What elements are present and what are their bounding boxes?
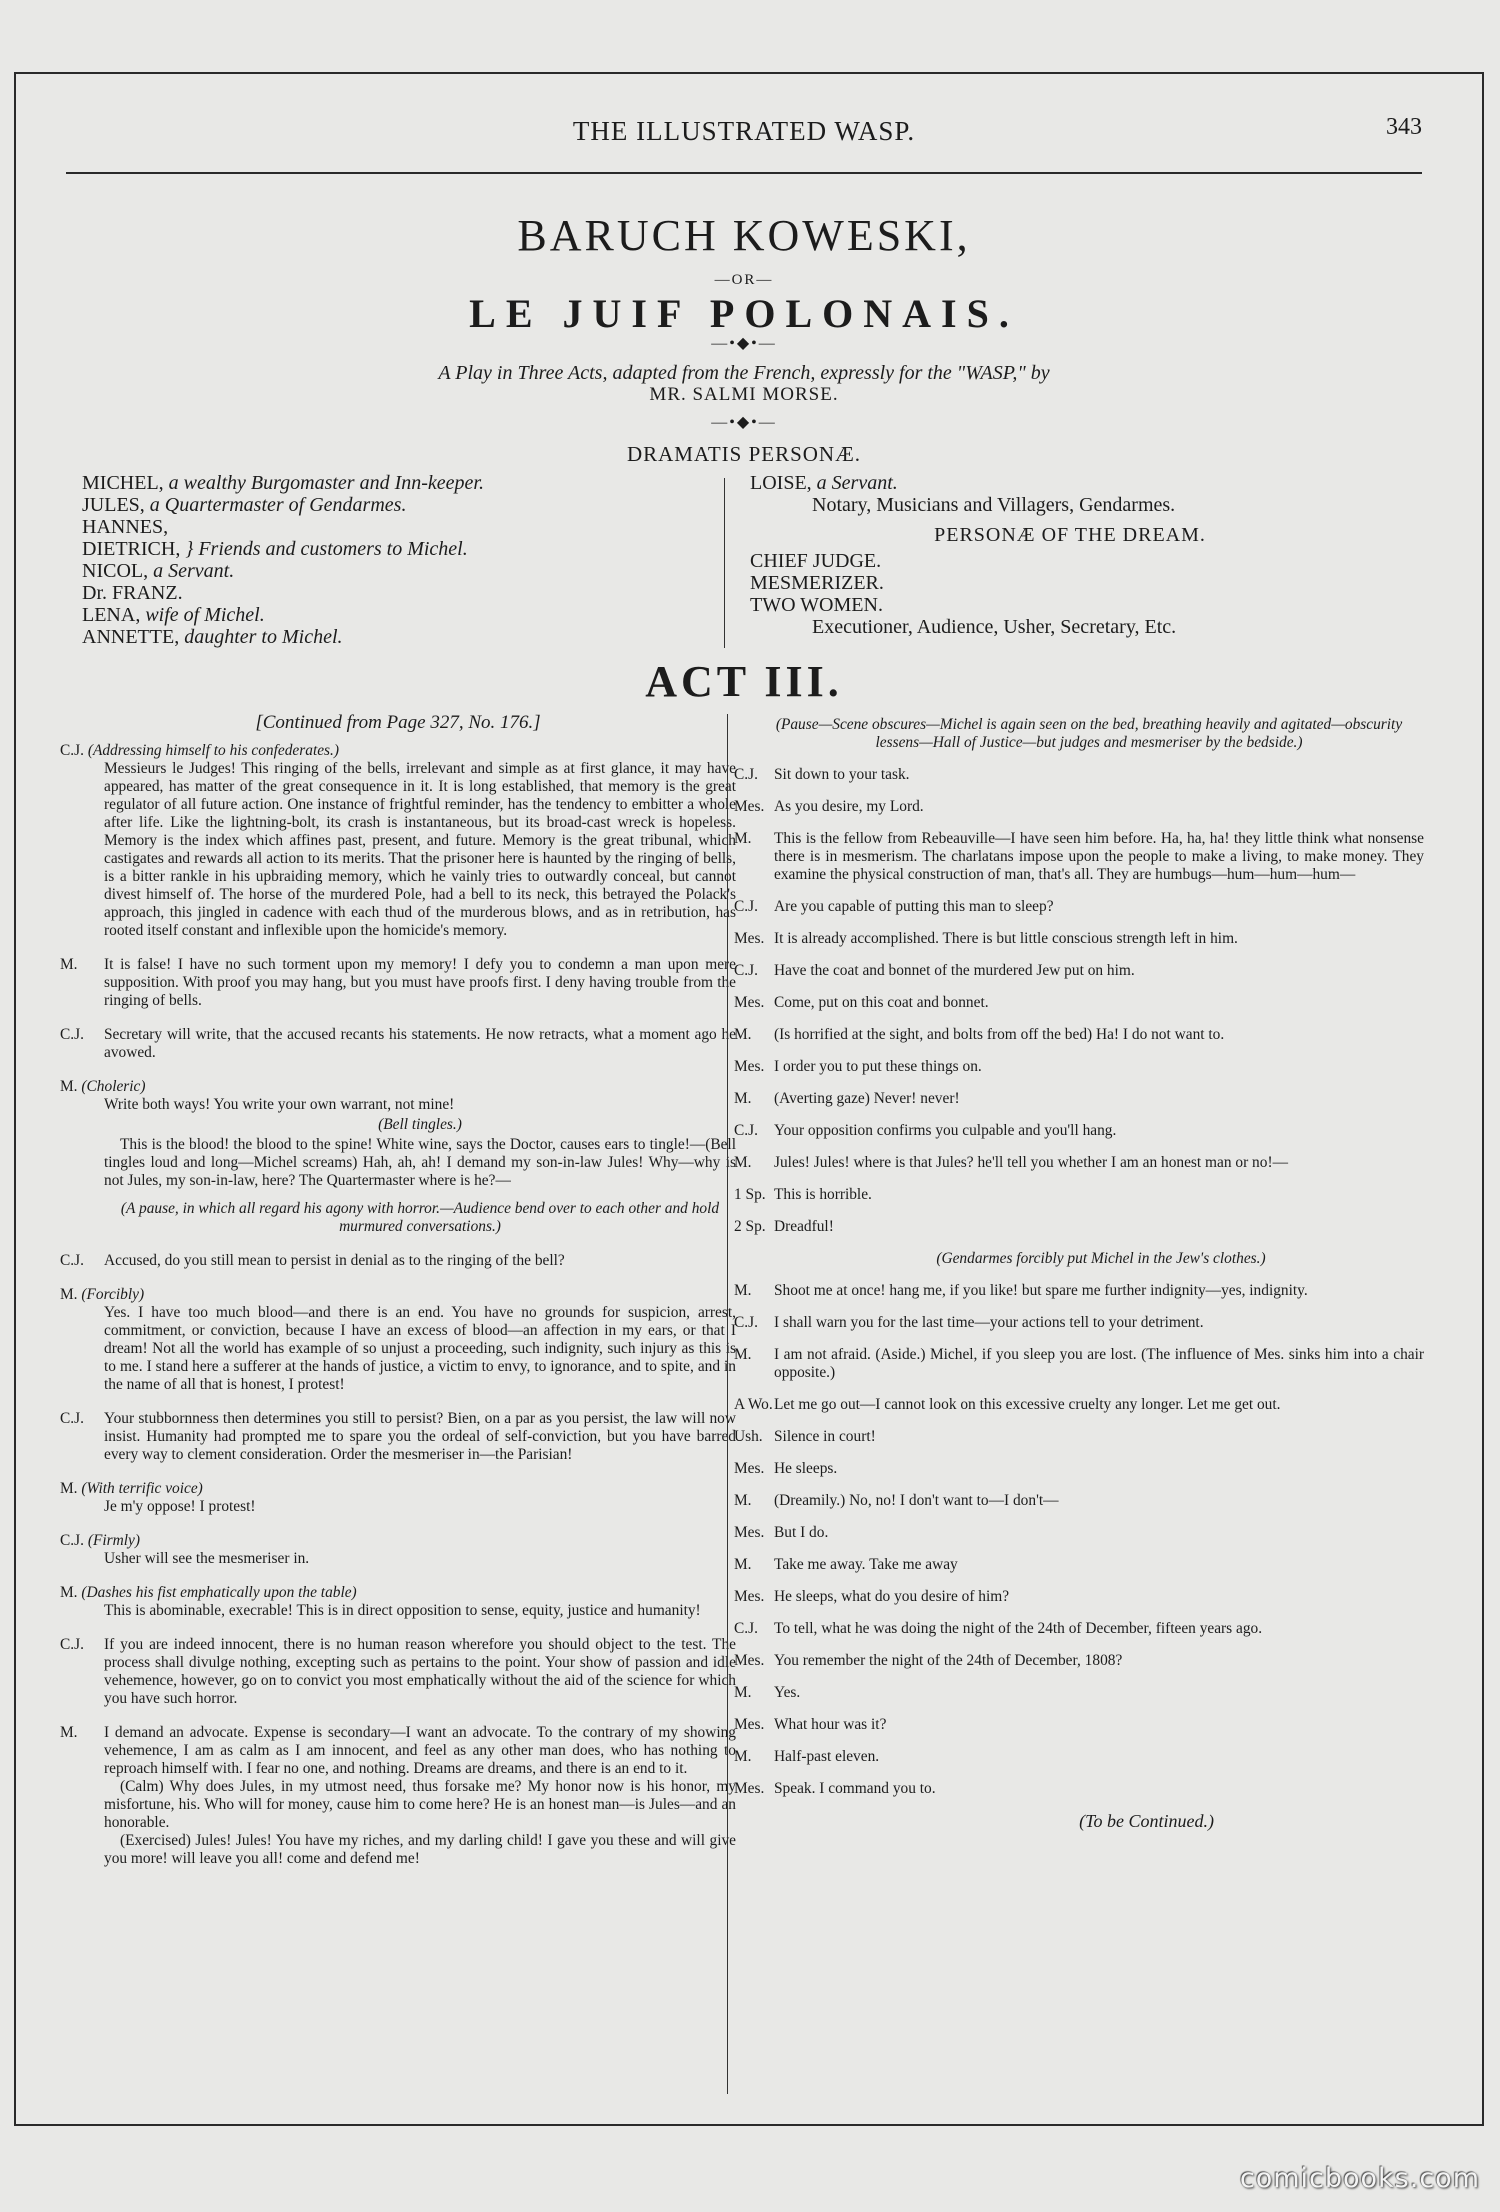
speech-text: To tell, what he was doing the night of the 24th of December, fifteen years ago. (774, 1620, 1263, 1637)
speech-block (734, 1492, 1424, 1510)
stage-direction: (Pause—Scene obscures—Michel is again seen on the bed, breathing heavily and agitated—obscurity lessens—Hall of Justice—but judges and mesmeriser by the bedside.) (775, 716, 1403, 751)
speaker-label: M. (734, 1556, 752, 1573)
speech-text: Come, put on this coat and bonnet. (774, 994, 989, 1011)
cast-desc: a Servant. (153, 560, 235, 582)
act-heading: ACT III. (645, 657, 843, 706)
speech-text: Half-past eleven. (774, 1748, 880, 1765)
speaker-label: M. (60, 1724, 78, 1741)
speaker-label: M. (734, 1748, 752, 1765)
speech-block (734, 1524, 1424, 1542)
speech-block (734, 1748, 1424, 1766)
stage-direction: (With terrific voice) (81, 1480, 203, 1497)
speech-block (734, 830, 1424, 884)
speaker-label: Ush. (734, 1428, 763, 1445)
speech-block (734, 930, 1424, 948)
ornament-divider: —•◆•— (711, 335, 777, 352)
dream-entry: TWO WOMEN. (750, 594, 883, 616)
continued-note: [Continued from Page 327, No. 176.] (255, 712, 541, 733)
speech-block (734, 962, 1424, 980)
speaker-label: M. (734, 1154, 752, 1171)
speaker-label: C.J. (60, 1252, 84, 1269)
speaker-label: Mes. (734, 1524, 765, 1541)
speech-text: I demand an advocate. Expense is secondary—I want an advocate. To the contrary of my showing vehemence, I am as calm as I am innocent, and feel as any other man does, who has nothing to reproach himself with. I fear no one, and nothing. Dreams are dreams, and there is an end to it. (104, 1724, 736, 1777)
speech-block (734, 1314, 1424, 1332)
title-or: —OR— (714, 272, 774, 288)
speaker-label: Mes. (734, 1588, 765, 1605)
speaker-label: M. (734, 1090, 752, 1107)
speaker-label: M. (734, 830, 752, 847)
stage-direction: (Gendarmes forcibly put Michel in the Jew's clothes.) (936, 1250, 1266, 1267)
stage-direction: (Forcibly) (81, 1286, 145, 1303)
speaker-label: Mes. (734, 798, 765, 815)
speech-text: (Averting gaze) Never! never! (774, 1090, 960, 1107)
cast-name: HANNES, (82, 516, 169, 538)
speech-block (60, 1410, 736, 1464)
cast-name: NICOL, (82, 560, 149, 582)
cast-name: JULES, (82, 494, 145, 516)
speech-block (60, 956, 736, 1010)
speech-block (734, 1186, 1424, 1204)
speech-block (60, 1636, 736, 1708)
speech-head (60, 1078, 736, 1096)
speech-text: But I do. (774, 1524, 829, 1541)
speech-text: Usher will see the mesmeriser in. (104, 1550, 310, 1567)
speech-text: (Exercised) Jules! Jules! You have my riches, and my darling child! I gave you these and will give you more! will leave you all! come and defend me! (104, 1832, 736, 1867)
speaker-label: Mes. (734, 1716, 765, 1733)
header-rule (66, 172, 1422, 174)
cast-entry (82, 472, 722, 494)
speaker-label: Mes. (734, 1058, 765, 1075)
play-title: BARUCH KOWESKI, (517, 211, 971, 260)
speaker-label: C.J. (734, 1122, 758, 1139)
speech-block (734, 1620, 1424, 1638)
speech-block (60, 742, 736, 940)
speech-block (734, 898, 1424, 916)
dream-entry: MESMERIZER. (750, 572, 884, 594)
speech-text: Secretary will write, that the accused recants his statements. He now retracts, what a moment ago he avowed. (104, 1026, 736, 1061)
speaker-label: C.J. (734, 962, 758, 979)
byline: A Play in Three Acts, adapted from the French, expressly for the "WASP," by (438, 362, 1050, 384)
speech-text: Speak. I command you to. (774, 1780, 936, 1797)
speech-head (60, 1286, 736, 1304)
speaker-label: M. (60, 1078, 78, 1095)
speech-text: Yes. (774, 1684, 801, 1701)
author: MR. SALMI MORSE. (649, 384, 839, 405)
stage-direction: (Dashes his fist emphatically upon the table) (81, 1584, 357, 1601)
page-number: 343 (1386, 114, 1422, 140)
speech-block (734, 1460, 1424, 1478)
stage-direction: (Addressing himself to his confederates.) (87, 742, 340, 759)
speaker-label: 1 Sp. (734, 1186, 766, 1203)
cast-name: LENA, (82, 604, 141, 626)
speech-block (734, 1154, 1424, 1172)
speaker-label: M. (60, 956, 78, 973)
speaker-label: M. (734, 1282, 752, 1299)
speech-block (734, 1780, 1424, 1798)
speaker-label: M. (734, 1684, 752, 1701)
cast-entry (750, 494, 1390, 516)
speech-block (734, 1556, 1424, 1574)
speech-head (60, 1480, 736, 1498)
speaker-label: C.J. (60, 1026, 84, 1043)
cast-desc: wife of Michel. (145, 604, 265, 626)
speech-text: He sleeps. (774, 1460, 838, 1477)
speech-block (734, 1716, 1424, 1734)
speech-block (60, 1286, 736, 1394)
cast-entry (82, 560, 722, 582)
cast-entry (82, 494, 722, 516)
stage-direction: (Choleric) (81, 1078, 146, 1095)
speech-block (60, 1532, 736, 1568)
speech-text: (Is horrified at the sight, and bolts from off the bed) Ha! I do not want to. (774, 1026, 1225, 1043)
speech-block (734, 1026, 1424, 1044)
speech-text: Write both ways! You write your own warrant, not mine! (104, 1096, 455, 1113)
speech-head (60, 1584, 736, 1602)
speech-text: He sleeps, what do you desire of him? (774, 1588, 1010, 1605)
speech-text: Have the coat and bonnet of the murdered Jew put on him. (774, 962, 1135, 979)
speaker-label: C.J. (60, 1532, 84, 1549)
speech-text: I am not afraid. (Aside.) Michel, if you sleep you are lost. (The influence of Mes. sinks him into a chair opposite.) (774, 1346, 1424, 1381)
cast-entry (82, 582, 722, 604)
speaker-label: Mes. (734, 1652, 765, 1669)
speech-text: Shoot me at once! hang me, if you like! but spare me further indignity—yes, indignity. (774, 1282, 1308, 1299)
speaker-label: M. (734, 1346, 752, 1363)
cast-name: ANNETTE, (82, 626, 180, 648)
speech-block (734, 1396, 1424, 1414)
speech-text: As you desire, my Lord. (774, 798, 924, 815)
speaker-label: M. (60, 1286, 78, 1303)
cast-name: MICHEL, (82, 472, 164, 494)
speech-text: Messieurs le Judges! This ringing of the bells, irrelevant and simple as at first glance, it may have appeared, has matter of the great consequence in it. It is long established, that memory is the great regulator of all future action. One instance of frightful reminder, has the tendency to embitter a whole after life. Like the lightning-bolt, its crash is instantaneous, but its broad-cast wreck is hopeless. Memory is the index which affines past, present, and future. Memory is the great tribunal, which castigates and rewards all action to its merits. That the prisoner here is haunted by the ringing of bells, is a bitter rankle in his upbraiding memory, which he vainly tries to outwardly conceal, but cannot divest himself of. The horse of the murdered Pole, had a bell to its neck, this betrayed the Polack's approach, this jingled in cadence with each thud of the murderous blows, and as in retribution, has rooted itself constant and inflexible upon the homicide's memory. (104, 760, 736, 939)
right-column (734, 714, 1424, 1830)
speech-block (734, 1346, 1424, 1382)
speaker-label: Mes. (734, 1460, 765, 1477)
cast-desc: daughter to Michel. (184, 626, 343, 648)
speech-block (734, 994, 1424, 1012)
speech-text: It is false! I have no such torment upon my memory! I defy you to condemn a man upon mere supposition. With proof you may hang, but you must have proofs first. I deny having trouble from the ringing of bells. (104, 956, 736, 1009)
speech-block (734, 1684, 1424, 1702)
speech-text: Your opposition confirms you culpable and you'll hang. (774, 1122, 1117, 1139)
speech-block (734, 766, 1424, 784)
cast-entry (82, 538, 722, 560)
speaker-label: A Wo. (734, 1396, 773, 1413)
speaker-label: Mes. (734, 1780, 765, 1797)
speaker-label: C.J. (734, 898, 758, 915)
cast-desc: a Quartermaster of Gendarmes. (149, 494, 407, 516)
dream-entry: Executioner, Audience, Usher, Secretary, Etc. (812, 616, 1177, 638)
cast-list-right (750, 472, 1390, 638)
speech-text: This is the blood! the blood to the spine! White wine, says the Doctor, causes ears to tingle!—(Bell tingles loud and long—Michel screams) Hah, ah, ah! I demand my son-in-law Jules! Why—why is not Jules, my son-in-law, here? The Quartermaster where is he?— (104, 1136, 736, 1189)
speech-text: I order you to put these things on. (774, 1058, 982, 1075)
cast-desc: Notary, Musicians and Villagers, Gendarmes. (812, 494, 1176, 516)
dream-heading: PERSONÆ OF THE DREAM. (934, 524, 1206, 546)
speech-text: (Dreamily.) No, no! I don't want to—I don't— (774, 1492, 1059, 1509)
speech-text: Yes. I have too much blood—and there is an end. You have no grounds for suspicion, arrest, commitment, or conviction, because I have an excess of blood—an affection in my ears, or that I dream! Not all the world has example of so unjust a proceeding, such indignity, such injury as this is to me. I stand here a sufferer at the hands of justice, a victim to envy, to ignorance, and to spite, and in the name of all that is honest, I protest! (104, 1304, 736, 1393)
cast-divider (724, 478, 725, 648)
page (30, 90, 1458, 2110)
ornament-divider-2: —•◆•— (711, 414, 777, 431)
cast-name: Dr. FRANZ. (82, 582, 183, 604)
speaker-label: M. (60, 1480, 78, 1497)
speech-block (60, 1480, 736, 1516)
speech-head (60, 1532, 736, 1550)
cast-entry (750, 472, 1390, 494)
speech-text: Accused, do you still mean to persist in denial as to the ringing of the bell? (104, 1252, 565, 1269)
left-column (60, 714, 736, 1884)
cast-entry (82, 626, 722, 648)
speaker-label: C.J. (734, 1314, 758, 1331)
speech-text: It is already accomplished. There is but little conscious strength left in him. (774, 930, 1238, 947)
speech-head (60, 742, 736, 760)
speech-block (734, 1090, 1424, 1108)
speech-text: This is abominable, execrable! This is in direct opposition to sense, equity, justice and humanity! (104, 1602, 701, 1619)
speaker-label: C.J. (734, 766, 758, 783)
stage-direction: (A pause, in which all regard his agony with horror.—Audience bend over to each other and hold murmured conversations.) (120, 1200, 720, 1235)
cast-entry (82, 516, 722, 538)
speech-block (734, 1218, 1424, 1236)
speech-text: What hour was it? (774, 1716, 887, 1733)
speech-block (734, 1428, 1424, 1446)
speech-text: Your stubbornness then determines you still to persist? Bien, on a par as you persist, the law will now insist. Humanity had prompted me to spare you the ordeal of self-conviction, but you have barred every way to clement consideration. Order the mesmeriser in—the Parisian! (104, 1410, 736, 1463)
speech-text: This is horrible. (774, 1186, 872, 1203)
speech-block (734, 1282, 1424, 1300)
speech-text: You remember the night of the 24th of December, 1808? (774, 1652, 1123, 1669)
speech-text: Take me away. Take me away (774, 1556, 958, 1573)
cast-desc: a Servant. (816, 472, 898, 494)
cast-name: DIETRICH, (82, 538, 181, 560)
speech-text: (Calm) Why does Jules, in my utmost need, thus forsake me? My honor now is his honor, my misfortune, his. Who will for money, cause him to come here? He is an honest man—is Jules—and an honorable. (104, 1778, 736, 1831)
stage-direction: (Bell tingles.) (378, 1116, 462, 1133)
speech-block (734, 1652, 1424, 1670)
speaker-label: C.J. (60, 1636, 84, 1653)
speech-text: I shall warn you for the last time—your actions tell to your detriment. (774, 1314, 1204, 1331)
speech-block (734, 1122, 1424, 1140)
running-header: THE ILLUSTRATED WASP. (572, 116, 916, 146)
speaker-label: 2 Sp. (734, 1218, 766, 1235)
speech-block (60, 1252, 736, 1270)
cast-name: LOISE, (750, 472, 812, 494)
speech-block (734, 798, 1424, 816)
speaker-label: M. (734, 1026, 752, 1043)
speaker-label: M. (60, 1584, 78, 1601)
speaker-label: M. (734, 1492, 752, 1509)
speaker-label: Mes. (734, 930, 765, 947)
speech-block (734, 1058, 1424, 1076)
cast-list-left (82, 472, 722, 648)
speech-block (60, 1584, 736, 1620)
cast-desc: } Friends and customers to Michel. (185, 538, 468, 560)
speaker-label: C.J. (734, 1620, 758, 1637)
speaker-label: C.J. (60, 742, 84, 759)
dream-entry: CHIEF JUDGE. (750, 550, 882, 572)
speech-text: Are you capable of putting this man to sleep? (774, 898, 1054, 915)
speech-text: This is the fellow from Rebeauville—I have seen him before. Ha, ha, ha! they little think what nonsense there is in mesmerism. The charlatans impose upon the people to make a living, to make money. They examine the physical construction of man, that's all. They are humbugs—hum—hum—hum— (774, 830, 1424, 883)
speech-text: If you are indeed innocent, there is no human reason wherefore you should object to the test. The process shall divulge nothing, excepting such as pertains to the point. Your show of passion and idle vehemence, however, go on to convict you most emphatically without the aid of the science for which you have such horror. (104, 1636, 736, 1707)
speech-block (60, 1078, 736, 1236)
column-divider (727, 714, 728, 2094)
speech-block (60, 1724, 736, 1868)
watermark-logo: comicbooks.com (1239, 2163, 1480, 2194)
speech-text: Je m'y oppose! I protest! (104, 1498, 256, 1515)
speech-text: Dreadful! (774, 1218, 834, 1235)
speech-text: Jules! Jules! where is that Jules? he'll tell you whether I am an honest man or no!— (774, 1154, 1288, 1171)
speech-text: Sit down to your task. (774, 766, 910, 783)
speech-text: Silence in court! (774, 1428, 876, 1445)
stage-direction: (Firmly) (87, 1532, 140, 1549)
to-be-continued: (To be Continued.) (1079, 1811, 1214, 1831)
speaker-label: Mes. (734, 994, 765, 1011)
speaker-label: C.J. (60, 1410, 84, 1427)
speech-text: Let me go out—I cannot look on this excessive cruelty any longer. Let me get out. (774, 1396, 1281, 1413)
dramatis-heading: DRAMATIS PERSONÆ. (626, 442, 862, 466)
cast-entry (82, 604, 722, 626)
speech-block (60, 1026, 736, 1062)
cast-desc: a wealthy Burgomaster and Inn-keeper. (168, 472, 484, 494)
speech-block (734, 1588, 1424, 1606)
play-subtitle: LE JUIF POLONAIS. (469, 291, 1019, 336)
